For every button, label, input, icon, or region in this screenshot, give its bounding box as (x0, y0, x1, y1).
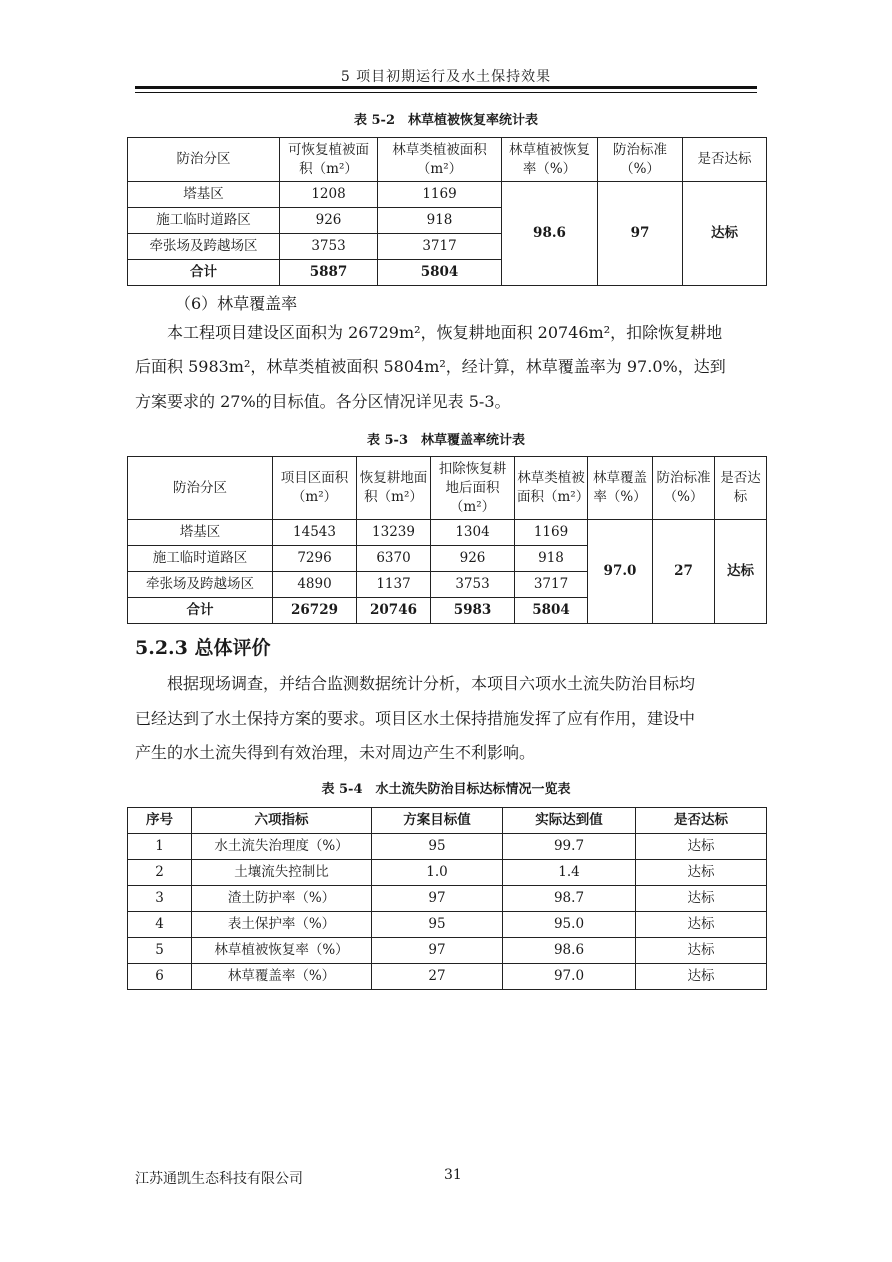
header-cell: 防治标准（%） (598, 138, 683, 182)
total-value-cell: 20746 (357, 598, 431, 624)
footer-company: 江苏通凯生态科技有限公司 (135, 1171, 303, 1187)
section-title: 5.2.3 总体评价 (135, 637, 271, 659)
header-cell: 防治分区 (128, 457, 273, 520)
result-cell: 达标 (636, 860, 767, 886)
table-row (128, 834, 767, 860)
header-cell: 是否达标 (715, 457, 767, 520)
table-row (128, 860, 767, 886)
target-cell: 1.0 (372, 860, 503, 886)
table-header-row (128, 138, 767, 182)
result-cell: 达标 (683, 182, 767, 286)
indicator-cell: 水土流失治理度（%） (192, 834, 372, 860)
target-cell: 97 (372, 938, 503, 964)
header-cell: 林草覆盖率（%） (588, 457, 653, 520)
header-rule-thin (135, 92, 757, 93)
paragraph-line: 根据现场调查，并结合监测数据统计分析，本项目六项水土流失防治目标均 (167, 674, 696, 693)
value-cell: 4890 (273, 572, 357, 598)
header-cell: 可恢复植被面积（m²） (280, 138, 378, 182)
target-cell: 27 (372, 964, 503, 990)
total-value-cell: 5887 (280, 260, 378, 286)
indicator-cell: 渣土防护率（%） (192, 886, 372, 912)
total-value-cell: 5983 (431, 598, 515, 624)
header-rule-thick (135, 86, 757, 89)
table-row (128, 886, 767, 912)
value-cell: 1169 (515, 520, 588, 546)
result-cell: 达标 (636, 886, 767, 912)
table-row (128, 912, 767, 938)
page-number: 31 (444, 1167, 462, 1183)
total-label-cell: 合计 (128, 598, 273, 624)
result-cell: 达标 (636, 834, 767, 860)
index-cell: 1 (128, 834, 192, 860)
value-cell: 1304 (431, 520, 515, 546)
actual-cell: 98.6 (503, 938, 636, 964)
total-value-cell: 5804 (378, 260, 502, 286)
actual-cell: 95.0 (503, 912, 636, 938)
table-header-row (128, 808, 767, 834)
table-5-3 (127, 456, 767, 624)
table-row (128, 964, 767, 990)
actual-cell: 99.7 (503, 834, 636, 860)
value-cell: 918 (515, 546, 588, 572)
header-cell: 防治分区 (128, 138, 280, 182)
zone-cell: 塔基区 (128, 182, 280, 208)
index-cell: 4 (128, 912, 192, 938)
indicator-cell: 林草植被恢复率（%） (192, 938, 372, 964)
paragraph-line: 后面积 5983m²，林草类植被面积 5804m²，经计算，林草覆盖率为 97.0%，达到 (135, 357, 726, 376)
value-cell: 3717 (515, 572, 588, 598)
zone-cell: 施工临时道路区 (128, 208, 280, 234)
header-cell: 方案目标值 (372, 808, 503, 834)
indicator-cell: 林草覆盖率（%） (192, 964, 372, 990)
zone-cell: 牵张场及跨越场区 (128, 234, 280, 260)
target-cell: 95 (372, 912, 503, 938)
indicator-cell: 表土保护率（%） (192, 912, 372, 938)
index-cell: 6 (128, 964, 192, 990)
header-cell: 林草类植被面积（m²） (515, 457, 588, 520)
standard-cell: 27 (653, 520, 715, 624)
index-cell: 5 (128, 938, 192, 964)
value-cell: 926 (431, 546, 515, 572)
value-cell: 6370 (357, 546, 431, 572)
value-cell: 1169 (378, 182, 502, 208)
result-cell: 达标 (636, 912, 767, 938)
total-value-cell: 5804 (515, 598, 588, 624)
table-5-2-caption: 表 5-2 林草植被恢复率统计表 (353, 113, 538, 128)
header-cell: 恢复耕地面积（m²） (357, 457, 431, 520)
actual-cell: 98.7 (503, 886, 636, 912)
value-cell: 926 (280, 208, 378, 234)
header-cell: 扣除恢复耕地后面积（m²） (431, 457, 515, 520)
header-cell: 林草植被恢复率（%） (502, 138, 598, 182)
table-5-2 (127, 137, 767, 286)
value-cell: 7296 (273, 546, 357, 572)
actual-cell: 97.0 (503, 964, 636, 990)
target-cell: 95 (372, 834, 503, 860)
table-header-row (128, 457, 767, 520)
table-5-4 (127, 807, 767, 990)
table-row (128, 520, 767, 546)
indicator-cell: 土壤流失控制比 (192, 860, 372, 886)
paragraph-line: 已经达到了水土保持方案的要求。项目区水土保持措施发挥了应有作用，建设中 (135, 709, 696, 728)
header-cell: 六项指标 (192, 808, 372, 834)
index-cell: 2 (128, 860, 192, 886)
zone-cell: 牵张场及跨越场区 (128, 572, 273, 598)
table-row (128, 182, 767, 208)
header-cell: 项目区面积（m²） (273, 457, 357, 520)
running-header: 5 项目初期运行及水土保持效果 (340, 69, 552, 85)
header-cell: 防治标准（%） (653, 457, 715, 520)
total-value-cell: 26729 (273, 598, 357, 624)
header-cell: 实际达到值 (503, 808, 636, 834)
table-5-4-caption: 表 5-4 水土流失防治目标达标情况一览表 (321, 782, 571, 797)
paragraph-line: 方案要求的 27%的目标值。各分区情况详见表 5-3。 (135, 392, 511, 411)
value-cell: 1137 (357, 572, 431, 598)
target-cell: 97 (372, 886, 503, 912)
index-cell: 3 (128, 886, 192, 912)
value-cell: 918 (378, 208, 502, 234)
subsection-heading: （6）林草覆盖率 (175, 294, 298, 313)
zone-cell: 施工临时道路区 (128, 546, 273, 572)
value-cell: 13239 (357, 520, 431, 546)
total-label-cell: 合计 (128, 260, 280, 286)
table-5-3-caption: 表 5-3 林草覆盖率统计表 (366, 433, 525, 448)
value-cell: 3753 (280, 234, 378, 260)
result-cell: 达标 (636, 964, 767, 990)
value-cell: 3753 (431, 572, 515, 598)
rate-cell: 98.6 (502, 182, 598, 286)
standard-cell: 97 (598, 182, 683, 286)
paragraph-line: 本工程项目建设区面积为 26729m²，恢复耕地面积 20746m²，扣除恢复耕地 (167, 323, 723, 342)
header-cell: 序号 (128, 808, 192, 834)
header-cell: 是否达标 (683, 138, 767, 182)
rate-cell: 97.0 (588, 520, 653, 624)
header-cell: 林草类植被面积（m²） (378, 138, 502, 182)
result-cell: 达标 (636, 938, 767, 964)
actual-cell: 1.4 (503, 860, 636, 886)
value-cell: 14543 (273, 520, 357, 546)
header-cell: 是否达标 (636, 808, 767, 834)
value-cell: 3717 (378, 234, 502, 260)
value-cell: 1208 (280, 182, 378, 208)
table-row (128, 938, 767, 964)
zone-cell: 塔基区 (128, 520, 273, 546)
paragraph-line: 产生的水土流失得到有效治理，未对周边产生不利影响。 (135, 743, 536, 762)
result-cell: 达标 (715, 520, 767, 624)
